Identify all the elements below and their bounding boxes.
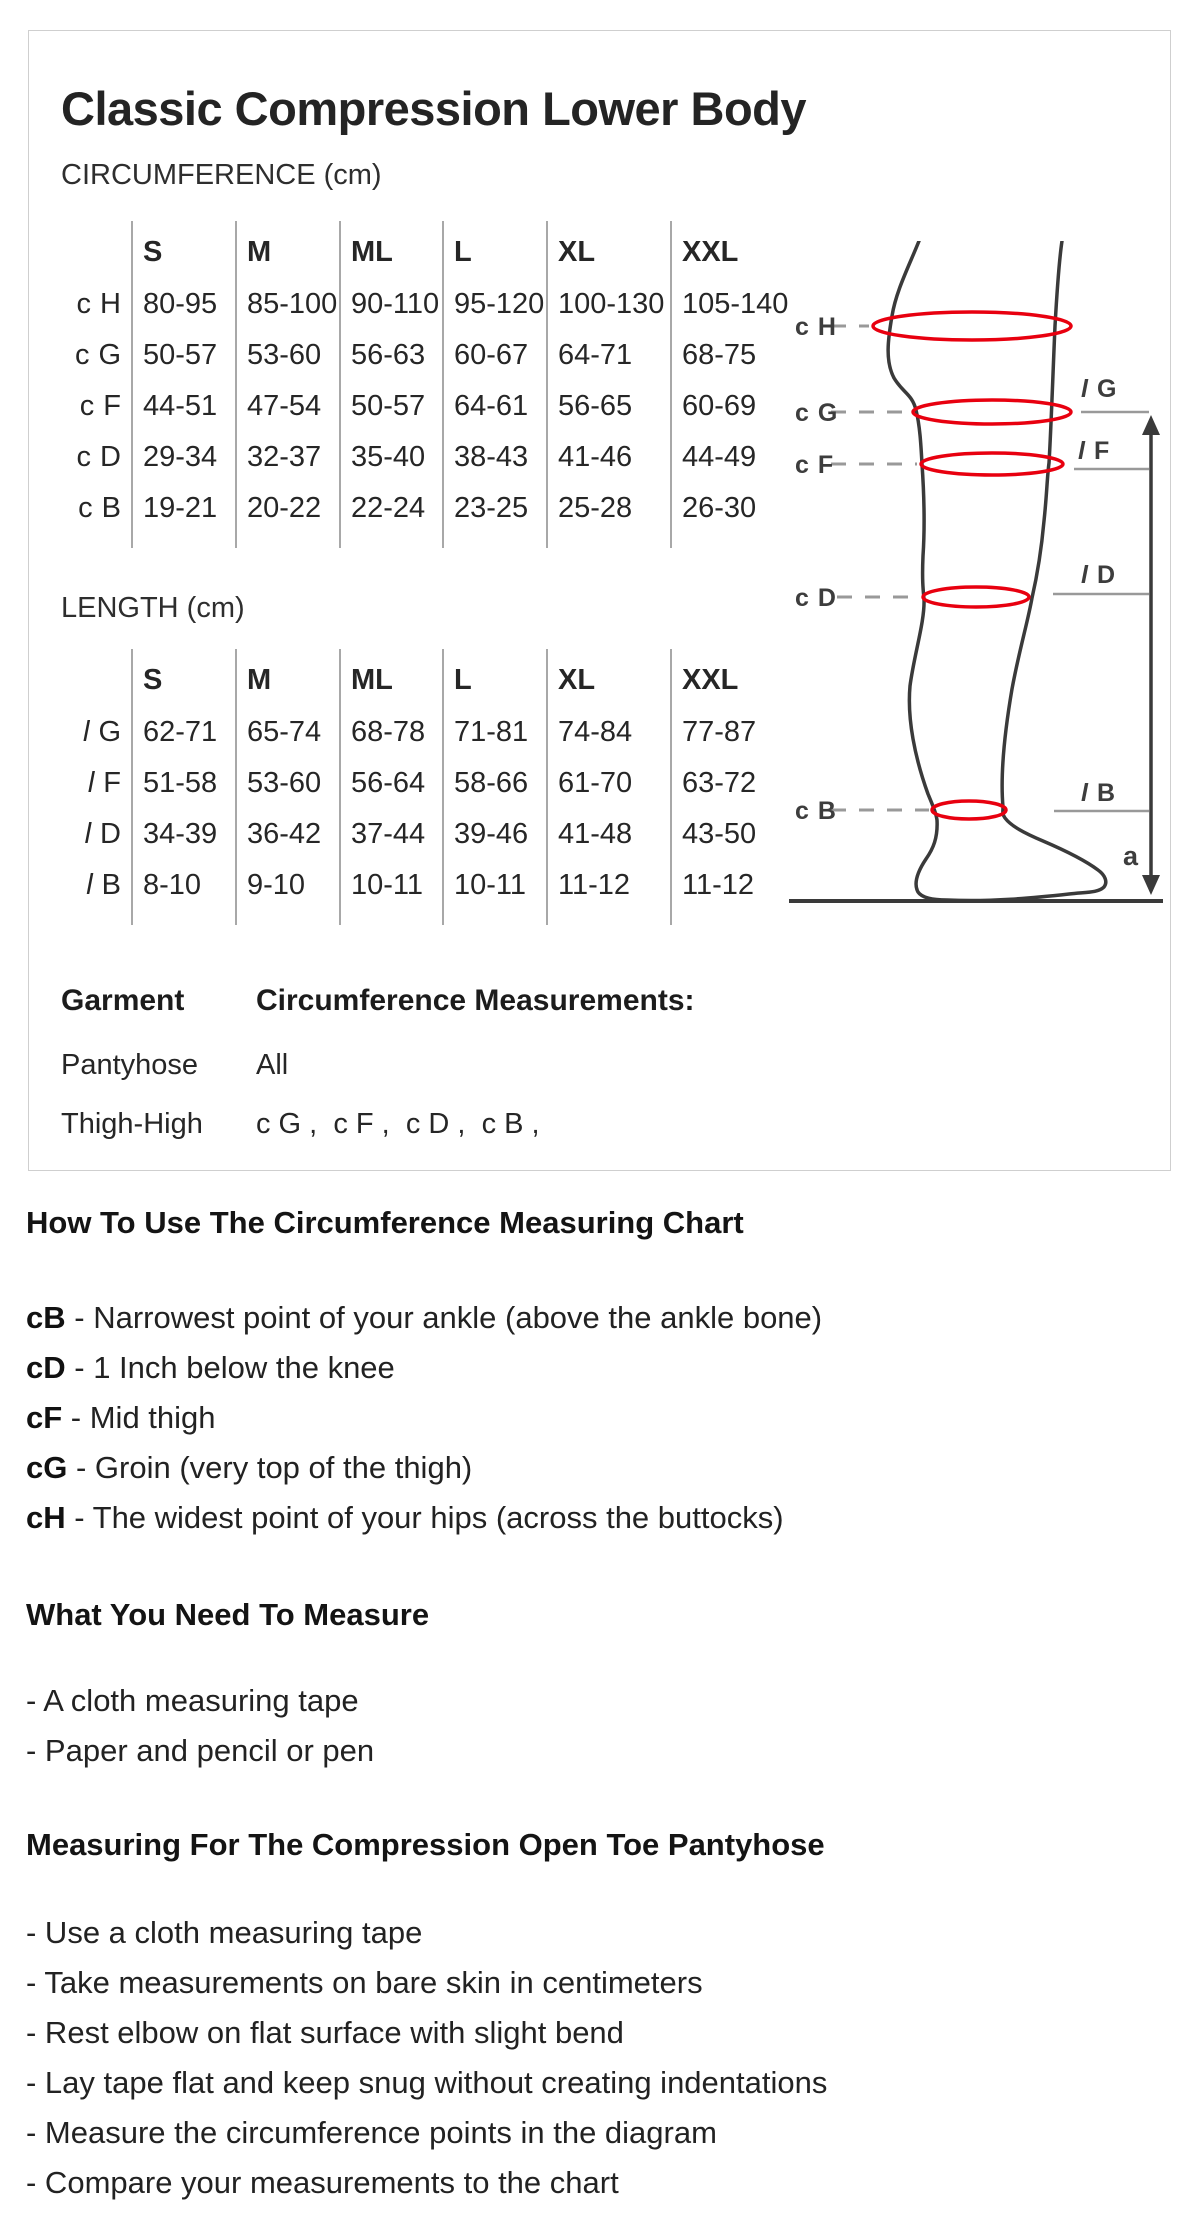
size-cell: 56-63 <box>340 330 443 381</box>
size-cell: 32-37 <box>236 432 340 483</box>
size-cell: 9-10 <box>236 860 340 911</box>
garment-section-headings <box>61 984 761 1018</box>
definition-line: cB - Narrowest point of your ankle (above the ankle bone) <box>26 1300 823 1335</box>
ellipse-cB <box>932 801 1006 819</box>
length-section-label: LENGTH (cm) <box>61 592 245 624</box>
size-chart-card <box>28 30 1171 1171</box>
column-header: M <box>236 649 340 707</box>
definition-line: cF - Mid thigh <box>26 1400 216 1435</box>
size-cell: 77-87 <box>671 707 807 758</box>
label-cB: c B <box>795 797 836 825</box>
length-arrow <box>1142 415 1160 895</box>
table-row <box>61 483 807 534</box>
size-cell: 64-61 <box>443 381 547 432</box>
size-cell: 68-78 <box>340 707 443 758</box>
label-lD: l D <box>1081 561 1116 589</box>
how-to-heading: How To Use The Circumference Measuring Chart <box>26 1205 744 1240</box>
column-header: M <box>236 221 340 279</box>
size-cell: 10-11 <box>443 860 547 911</box>
list-item: - Use a cloth measuring tape <box>26 1915 423 1950</box>
size-cell: 65-74 <box>236 707 340 758</box>
garment-name: Thigh-High <box>61 1108 203 1140</box>
size-cell: 61-70 <box>547 758 671 809</box>
length-reference-lines <box>1053 412 1149 811</box>
label-lG: l G <box>1081 375 1117 403</box>
ellipse-cD <box>923 587 1029 607</box>
list-item: - Rest elbow on flat surface with slight bend <box>26 2015 624 2050</box>
table-row <box>61 381 807 432</box>
garment-name: Pantyhose <box>61 1049 199 1081</box>
column-header: L <box>443 649 547 707</box>
leg-measurement-diagram <box>781 241 1176 916</box>
table-row <box>61 809 807 860</box>
size-cell: 68-75 <box>671 330 807 381</box>
table-row <box>61 707 807 758</box>
size-cell: 23-25 <box>443 483 547 534</box>
what-you-need-list <box>26 1676 374 1776</box>
label-cG: c G <box>795 399 838 427</box>
column-header: XL <box>547 649 671 707</box>
size-cell: 39-46 <box>443 809 547 860</box>
size-cell: 26-30 <box>671 483 807 534</box>
ellipse-cG <box>913 400 1071 424</box>
definition-line: cG - Groin (very top of the thigh) <box>26 1450 473 1485</box>
what-you-need-heading: What You Need To Measure <box>26 1597 430 1632</box>
table-padding-row <box>61 534 807 548</box>
column-header: S <box>132 221 236 279</box>
measuring-steps-list <box>26 1908 827 2208</box>
row-label: c D <box>76 441 121 473</box>
row-label: c B <box>78 492 121 524</box>
garment-row <box>61 1107 761 1141</box>
label-cH: c H <box>795 313 836 341</box>
table-row <box>61 330 807 381</box>
size-cell: 51-58 <box>132 758 236 809</box>
label-cF: c F <box>795 451 834 479</box>
size-cell: 36-42 <box>236 809 340 860</box>
size-cell: 11-12 <box>547 860 671 911</box>
size-cell: 60-67 <box>443 330 547 381</box>
list-item: - A cloth measuring tape <box>26 1683 359 1718</box>
column-header: XXL <box>671 221 807 279</box>
row-label: c H <box>76 288 121 320</box>
table-row <box>61 432 807 483</box>
size-cell: 35-40 <box>340 432 443 483</box>
size-cell: 19-21 <box>132 483 236 534</box>
size-cell: 56-64 <box>340 758 443 809</box>
size-cell: 95-120 <box>443 279 547 330</box>
definition-line: cD - 1 Inch below the knee <box>26 1350 395 1385</box>
size-cell: 8-10 <box>132 860 236 911</box>
circumference-section-label: CIRCUMFERENCE (cm) <box>61 159 382 191</box>
column-header: ML <box>340 221 443 279</box>
row-label: l F <box>87 767 121 799</box>
size-cell: 50-57 <box>132 330 236 381</box>
size-cell: 53-60 <box>236 330 340 381</box>
list-item: - Measure the circumference points in the diagram <box>26 2115 717 2150</box>
label-lB: l B <box>1081 779 1116 807</box>
size-cell: 64-71 <box>547 330 671 381</box>
definition-line: cH - The widest point of your hips (across the buttocks) <box>26 1500 784 1535</box>
header-row <box>61 649 807 707</box>
size-cell: 38-43 <box>443 432 547 483</box>
size-cell: 44-49 <box>671 432 807 483</box>
size-cell: 62-71 <box>132 707 236 758</box>
row-label: l B <box>86 869 121 901</box>
corner-cell <box>61 649 132 707</box>
ellipse-cF <box>921 453 1063 475</box>
ellipse-cH <box>873 312 1071 340</box>
garment-measurements-section <box>61 984 761 1141</box>
row-label: l G <box>82 716 121 748</box>
list-item: - Paper and pencil or pen <box>26 1733 375 1768</box>
size-cell: 47-54 <box>236 381 340 432</box>
table-padding-row <box>61 911 807 925</box>
size-cell: 10-11 <box>340 860 443 911</box>
definitions-list <box>26 1293 822 1543</box>
size-cell: 20-22 <box>236 483 340 534</box>
list-item: - Lay tape flat and keep snug without creating indentations <box>26 2065 828 2100</box>
column-header: ML <box>340 649 443 707</box>
size-cell: 25-28 <box>547 483 671 534</box>
row-label: c G <box>74 339 121 371</box>
size-cell: 41-48 <box>547 809 671 860</box>
size-cell: 50-57 <box>340 381 443 432</box>
size-cell: 80-95 <box>132 279 236 330</box>
page-title: Classic Compression Lower Body <box>61 82 807 135</box>
garment-measurements: All <box>256 1049 289 1081</box>
label-cD: c D <box>795 584 836 612</box>
label-lF: l F <box>1078 437 1110 465</box>
list-item: - Compare your measurements to the chart <box>26 2165 619 2200</box>
table-row <box>61 758 807 809</box>
circumference-table <box>61 221 807 548</box>
row-label: l D <box>84 818 121 850</box>
column-header: XL <box>547 221 671 279</box>
size-cell: 43-50 <box>671 809 807 860</box>
list-item: - Take measurements on bare skin in centimeters <box>26 1965 703 2000</box>
size-cell: 63-72 <box>671 758 807 809</box>
size-cell: 37-44 <box>340 809 443 860</box>
size-cell: 85-100 <box>236 279 340 330</box>
measuring-for-heading: Measuring For The Compression Open Toe Pantyhose <box>26 1827 825 1862</box>
size-cell: 41-46 <box>547 432 671 483</box>
header-row <box>61 221 807 279</box>
size-cell: 53-60 <box>236 758 340 809</box>
size-cell: 60-69 <box>671 381 807 432</box>
measurements-column-heading: Circumference Measurements: <box>256 984 695 1017</box>
size-cell: 71-81 <box>443 707 547 758</box>
column-header: XXL <box>671 649 807 707</box>
table-row <box>61 279 807 330</box>
garment-measurements: c G , c F , c D , c B , <box>256 1108 540 1140</box>
garment-column-heading: Garment <box>61 984 185 1017</box>
size-cell: 29-34 <box>132 432 236 483</box>
table-row <box>61 860 807 911</box>
size-cell: 100-130 <box>547 279 671 330</box>
size-cell: 105-140 <box>671 279 807 330</box>
size-cell: 58-66 <box>443 758 547 809</box>
row-label: c F <box>79 390 121 422</box>
length-table <box>61 649 807 925</box>
column-header: S <box>132 649 236 707</box>
column-header: L <box>443 221 547 279</box>
size-cell: 90-110 <box>340 279 443 330</box>
size-cell: 11-12 <box>671 860 807 911</box>
size-cell: 44-51 <box>132 381 236 432</box>
size-cell: 34-39 <box>132 809 236 860</box>
label-a: a <box>1123 841 1139 871</box>
garment-row <box>61 1048 761 1082</box>
size-cell: 74-84 <box>547 707 671 758</box>
size-cell: 22-24 <box>340 483 443 534</box>
size-cell: 56-65 <box>547 381 671 432</box>
corner-cell <box>61 221 132 279</box>
